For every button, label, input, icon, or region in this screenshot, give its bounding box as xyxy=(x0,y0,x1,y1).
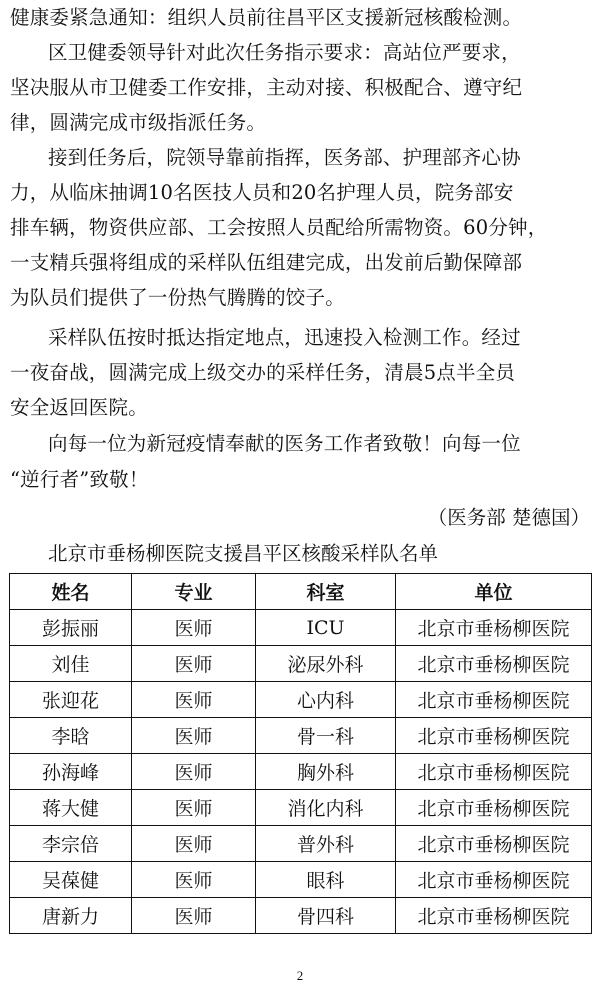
cell-unit: 北京市垂杨柳医院 xyxy=(396,682,592,718)
signature: （医务部 楚德国） xyxy=(427,506,590,529)
paragraph-line: 律，圆满完成市级指派任务。 xyxy=(10,111,267,134)
paragraph-line: 采样队伍按时抵达指定地点，迅速投入检测工作。经过 xyxy=(48,326,521,349)
column-header-name: 姓名 xyxy=(10,574,132,610)
cell-unit: 北京市垂杨柳医院 xyxy=(396,862,592,898)
cell-unit: 北京市垂杨柳医院 xyxy=(396,718,592,754)
table-row xyxy=(10,646,592,682)
paragraph-line: 排车辆，物资供应部、工会按照人员配给所需物资。60分钟， xyxy=(10,216,548,239)
cell-unit: 北京市垂杨柳医院 xyxy=(396,754,592,790)
cell-specialty: 医师 xyxy=(132,646,256,682)
cell-name: 蒋大健 xyxy=(10,790,132,826)
cell-specialty: 医师 xyxy=(132,898,256,934)
cell-specialty: 医师 xyxy=(132,790,256,826)
cell-department: 心内科 xyxy=(256,682,396,718)
cell-unit: 北京市垂杨柳医院 xyxy=(396,898,592,934)
cell-unit: 北京市垂杨柳医院 xyxy=(396,646,592,682)
paragraph-line: 安全返回医院。 xyxy=(10,396,148,419)
cell-department: 消化内科 xyxy=(256,790,396,826)
cell-specialty: 医师 xyxy=(132,682,256,718)
table-header-row xyxy=(10,574,592,610)
cell-name: 李宗倍 xyxy=(10,826,132,862)
cell-name: 张迎花 xyxy=(10,682,132,718)
column-header-specialty: 专业 xyxy=(132,574,256,610)
cell-unit: 北京市垂杨柳医院 xyxy=(396,826,592,862)
cell-specialty: 医师 xyxy=(132,862,256,898)
table-row xyxy=(10,682,592,718)
paragraph-line: 向每一位为新冠疫情奉献的医务工作者致敬！向每一位 xyxy=(48,432,521,455)
column-header-department: 科室 xyxy=(256,574,396,610)
table-row xyxy=(10,898,592,934)
cell-department: 普外科 xyxy=(256,826,396,862)
paragraph-line: 一支精兵强将组成的采样队伍组建完成，出发前后勤保障部 xyxy=(10,251,523,274)
cell-specialty: 医师 xyxy=(132,826,256,862)
table-row xyxy=(10,754,592,790)
page-number: 2 xyxy=(296,968,304,983)
paragraph-line: 健康委紧急通知：组织人员前往昌平区支援新冠核酸检测。 xyxy=(10,6,523,29)
table-title: 北京市垂杨柳医院支援昌平区核酸采样队名单 xyxy=(48,542,439,565)
column-header-unit: 单位 xyxy=(396,574,592,610)
cell-name: 彭振丽 xyxy=(10,610,132,646)
paragraph-line: 区卫健委领导针对此次任务指示要求：高站位严要求， xyxy=(48,41,521,64)
paragraph-line: 力，从临床抽调10名医技人员和20名护理人员，院务部安 xyxy=(10,181,514,204)
cell-unit: 北京市垂杨柳医院 xyxy=(396,610,592,646)
cell-name: 刘佳 xyxy=(10,646,132,682)
table-row xyxy=(10,826,592,862)
paragraph-line: 坚决服从市卫健委工作安排，主动对接、积极配合、遵守纪 xyxy=(10,76,523,99)
cell-specialty: 医师 xyxy=(132,718,256,754)
cell-unit: 北京市垂杨柳医院 xyxy=(396,790,592,826)
cell-department: 骨四科 xyxy=(256,898,396,934)
cell-department: ICU xyxy=(256,610,396,646)
cell-department: 泌尿外科 xyxy=(256,646,396,682)
cell-name: 唐新力 xyxy=(10,898,132,934)
cell-name: 李晗 xyxy=(10,718,132,754)
cell-specialty: 医师 xyxy=(132,754,256,790)
table-row xyxy=(10,718,592,754)
paragraph-line: 接到任务后，院领导靠前指挥，医务部、护理部齐心协 xyxy=(48,146,521,169)
cell-department: 眼科 xyxy=(256,862,396,898)
paragraph-line: 一夜奋战，圆满完成上级交办的采样任务，清晨5点半全员 xyxy=(10,361,516,384)
cell-department: 胸外科 xyxy=(256,754,396,790)
table-row xyxy=(10,862,592,898)
cell-department: 骨一科 xyxy=(256,718,396,754)
paragraph-line: “逆行者”致敬！ xyxy=(10,468,149,491)
table-row xyxy=(10,610,592,646)
cell-specialty: 医师 xyxy=(132,610,256,646)
cell-name: 孙海峰 xyxy=(10,754,132,790)
paragraph-line: 为队员们提供了一份热气腾腾的饺子。 xyxy=(10,286,345,309)
roster-table xyxy=(9,573,592,934)
cell-name: 吴葆健 xyxy=(10,862,132,898)
table-row xyxy=(10,790,592,826)
